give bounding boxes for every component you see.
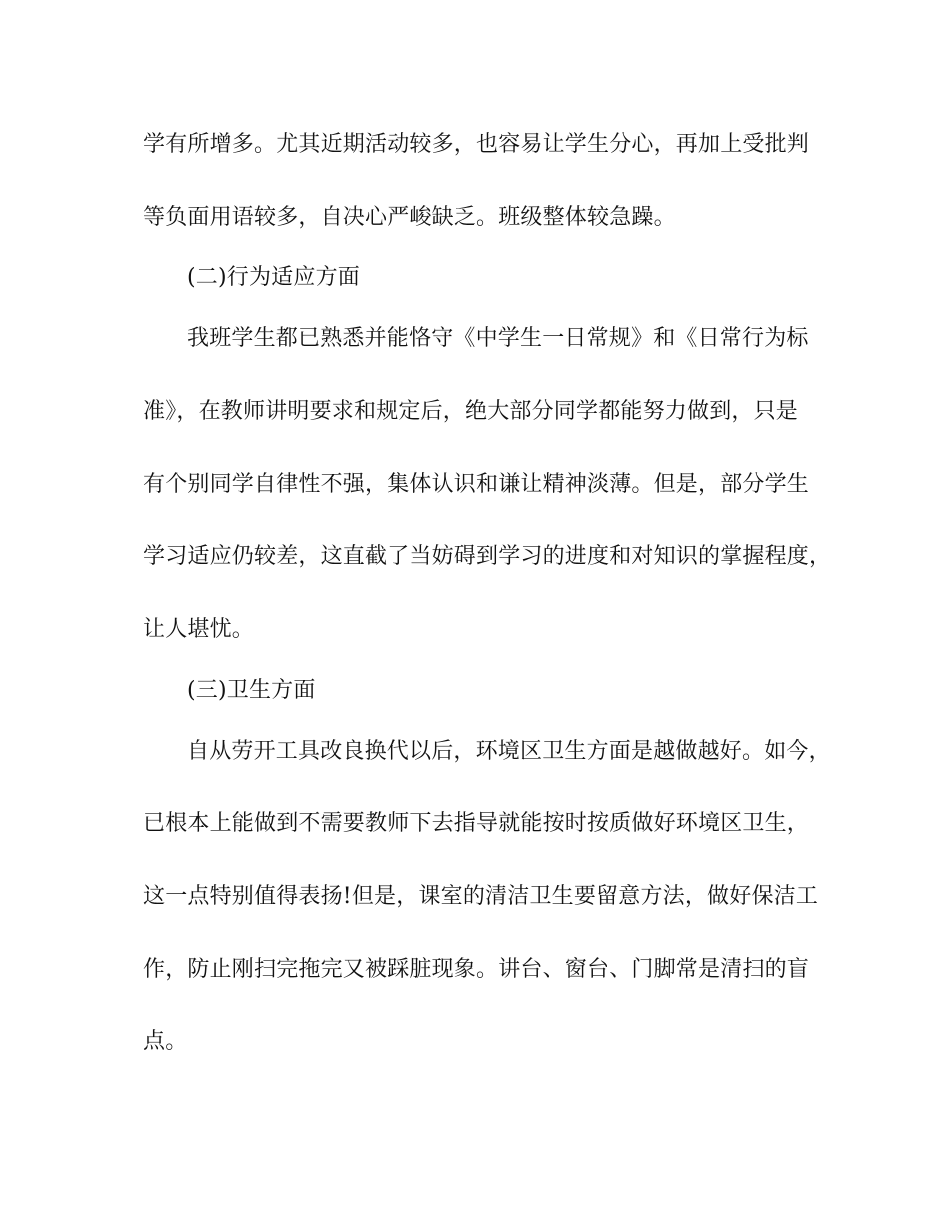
paragraph-line: 让人堪忧。 (143, 617, 255, 642)
section-heading: (三)卫生方面 (187, 678, 316, 703)
paragraph-line: 点。 (143, 1029, 188, 1054)
paragraph-line: 作，防止刚扫完拖完又被踩脏现象。讲台、窗台、门脚常是清扫的盲 (143, 957, 810, 982)
section-heading: (二)行为适应方面 (187, 265, 360, 290)
paragraph-line: 有个别同学自律性不强，集体认识和谦让精神淡薄。但是，部分学生 (143, 472, 810, 497)
paragraph-line: 已根本上能做到不需要教师下去指导就能按时按质做好环境区卫生， (143, 811, 810, 836)
paragraph-line: 自从劳开工具改良换代以后，环境区卫生方面是越做越好。如今， (187, 739, 831, 764)
paragraph-line: 这一点特别值得表扬!但是，课室的清洁卫生要留意方法，做好保洁工 (143, 884, 819, 909)
paragraph-line: 学习适应仍较差，这直截了当妨碍到学习的进度和对知识的掌握程度， (143, 544, 832, 569)
paragraph-line: 我班学生都已熟悉并能恪守《中学生一日常规》和《日常行为标 (187, 326, 809, 351)
paragraph-line: 等负面用语较多，自决心严峻缺乏。班级整体较急躁。 (143, 205, 676, 230)
paragraph-line: 准》，在教师讲明要求和规定后，绝大部分同学都能努力做到，只是 (143, 399, 799, 424)
paragraph-line: 学有所增多。尤其近期活动较多，也容易让学生分心，再加上受批判 (143, 132, 810, 157)
